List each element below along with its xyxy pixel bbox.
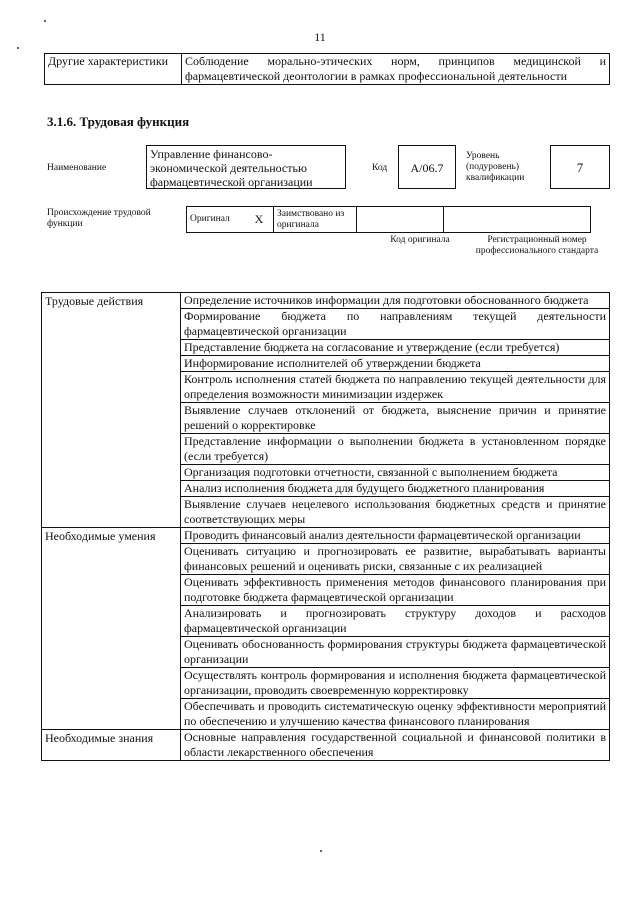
origin-borrowed: Заимствовано из оригинала — [274, 207, 357, 233]
scan-speck — [320, 850, 322, 852]
level-label: Уровень (подуровень) квалификации — [466, 151, 525, 183]
item-cell: Осуществлять контроль формирования и исполнения бюджета фармацевтической организации, проводить своевременную корректировку — [181, 668, 610, 699]
item-cell: Выявление случаев отклонений от бюджета, выяснение причин и принятие решений о корректировке — [181, 403, 610, 434]
code-label: Код — [372, 163, 388, 173]
item-cell: Основные направления государственной социальной и финансовой политики в области лекарственного обеспечения — [181, 730, 610, 761]
item-cell: Оценивать ситуацию и прогнозировать ее развитие, вырабатывать варианты финансовых решений и оценивать риски, связанные с их реализацией — [181, 544, 610, 575]
origin-table — [186, 206, 591, 233]
scan-speck — [44, 20, 46, 22]
item-cell: Контроль исполнения статей бюджета по направлению текущей деятельности для определения возможности минимизации издержек — [181, 372, 610, 403]
item-cell: Проводить финансовый анализ деятельности фармацевтической организации — [181, 528, 610, 544]
function-code: A/06.7 — [398, 145, 456, 189]
other-label: Другие характеристики — [45, 54, 182, 85]
section-title: 3.1.6. Трудовая функция — [47, 114, 190, 129]
name-label: Наименование — [47, 163, 107, 173]
qualification-level: 7 — [550, 145, 610, 189]
item-cell: Обеспечивать и проводить систематическую оценку эффективности мероприятий по обеспечению и улучшению качества финансового планирования — [181, 699, 610, 730]
table-row — [42, 528, 610, 544]
table-row — [42, 293, 610, 309]
labor-function-table — [41, 292, 610, 761]
category-cell: Необходимые знания — [42, 730, 181, 761]
item-cell: Формирование бюджета по направлениям текущей деятельности фармацевтической организации — [181, 309, 610, 340]
origin-label: Происхождение трудовой функции — [47, 208, 151, 229]
page-number: 11 — [314, 30, 326, 44]
function-name: Управление финансово-экономической деятельностью фармацевтической организации — [146, 145, 346, 189]
category-cell: Трудовые действия — [42, 293, 181, 528]
reg-caption: Регистрационный номер профессионального стандарта — [475, 235, 599, 256]
item-cell: Оценивать обоснованность формирования структуры бюджета фармацевтической организации — [181, 637, 610, 668]
code-caption: Код оригинала — [390, 235, 450, 245]
item-cell: Представление информации о выполнении бюджета в установленном порядке (если требуется) — [181, 434, 610, 465]
item-cell: Анализировать и прогнозировать структуру доходов и расходов фармацевтической организации — [181, 606, 610, 637]
item-cell: Определение источников информации для подготовки обоснованного бюджета — [181, 293, 610, 309]
category-cell: Необходимые умения — [42, 528, 181, 730]
other-text: Соблюдение морально-этических норм, принципов медицинской и фармацевтической деонтологии в рамках профессиональной деятельности — [182, 54, 610, 85]
scan-speck — [17, 47, 19, 49]
origin-reg-cell — [444, 207, 591, 233]
item-cell: Оценивать эффективность применения методов финансового планирования при подготовке бюджета фармацевтической организации — [181, 575, 610, 606]
other-characteristics-table — [44, 53, 610, 85]
table-row — [42, 730, 610, 761]
item-cell: Информирование исполнителей об утверждении бюджета — [181, 356, 610, 372]
origin-original: Оригинал — [187, 207, 246, 233]
origin-mark: X — [245, 207, 274, 233]
item-cell: Организация подготовки отчетности, связанной с выполнением бюджета — [181, 465, 610, 481]
origin-code-cell — [357, 207, 444, 233]
item-cell: Выявление случаев нецелевого использования бюджетных средств и принятие соответствующих меры — [181, 497, 610, 528]
item-cell: Представление бюджета на согласование и утверждение (если требуется) — [181, 340, 610, 356]
item-cell: Анализ исполнения бюджета для будущего бюджетного планирования — [181, 481, 610, 497]
